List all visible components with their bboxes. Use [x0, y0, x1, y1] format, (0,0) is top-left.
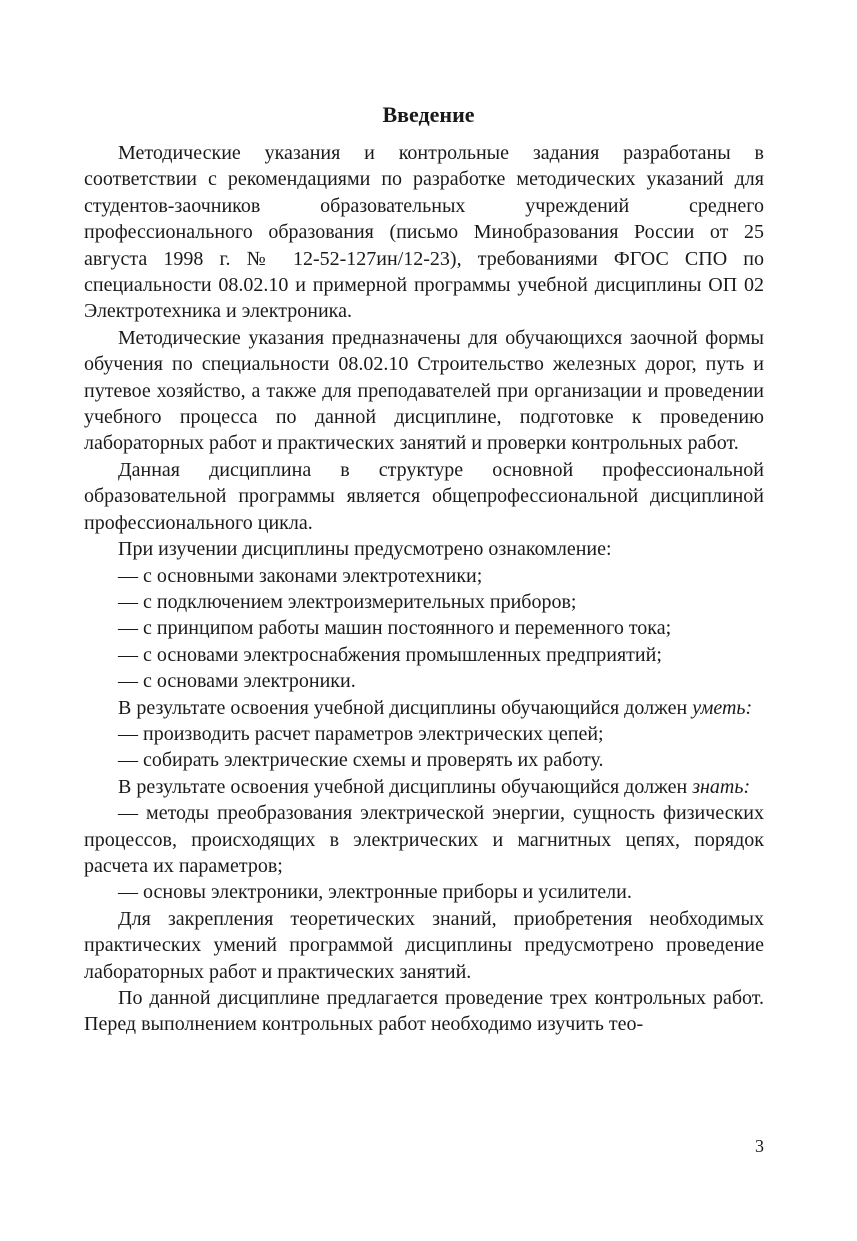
body-text	[84, 140, 764, 1038]
list-item: — с основами электроники.	[118, 670, 356, 693]
list-item: — собирать электрические схемы и проверять их работу.	[118, 749, 604, 772]
list-item: — с основными законами электротехники;	[118, 564, 483, 587]
list-item: — с основами электроснабжения промышленных предприятий;	[118, 643, 662, 666]
paragraph: Для закрепления теоретических знаний, приобретения необходимых практических умений программой дисциплины предусмотрено проведение лабораторных работ и практических занятий.	[84, 907, 764, 983]
list-item: — с подключением электроизмерительных приборов;	[118, 590, 577, 613]
list-item: — основы электроники, электронные приборы и усилители.	[118, 881, 632, 904]
paragraph: Методические указания предназначены для обучающихся заочной формы обучения по специальности 08.02.10 Строительство железных дорог, путь и путевое хозяйство, а также для преподавателей при организации и проведении учебного процесса по данной дисциплине, подготовке к проведению лабораторных работ и практических занятий и проверки контрольных работ.	[84, 326, 764, 455]
paragraph: В результате освоения учебной дисциплины обучающийся должен знать:	[118, 775, 751, 798]
paragraph: Данная дисциплина в структуре основной профессиональной образовательной программы является общепрофессиональной дисциплиной профессионального цикла.	[84, 458, 764, 534]
list-item: — с принципом работы машин постоянного и переменного тока;	[118, 617, 672, 640]
paragraph: По данной дисциплине предлагается проведение трех контрольных работ. Перед выполнением контрольных работ необходимо изучить тео-	[84, 987, 764, 1036]
page-number: 3	[755, 1136, 764, 1156]
paragraph: В результате освоения учебной дисциплины обучающийся должен уметь:	[118, 696, 753, 719]
section-heading: Введение	[382, 102, 475, 127]
list-item: — методы преобразования электрической энергии, сущность физических процессов, происходящих в электрических и магнитных цепях, порядок расчета их параметров;	[84, 802, 764, 877]
paragraph: При изучении дисциплины предусмотрено ознакомление:	[118, 538, 612, 561]
italic-term: знать:	[692, 775, 751, 798]
list-item: — производить расчет параметров электрических цепей;	[118, 722, 604, 745]
paragraph: Методические указания и контрольные задания разработаны в соответствии с рекомендациями по разработке методических указаний для студентов-заочников образовательных учреждений среднего профессионального образования (письмо Минобразования России от 25 августа 1998 г. № 12-52-127ин/12-23), требованиями ФГОС СПО по специальности 08.02.10 и примерной программы учебной дисциплины ОП 02 Электротехника и электроника.	[84, 142, 764, 323]
italic-term: уметь:	[692, 696, 753, 719]
